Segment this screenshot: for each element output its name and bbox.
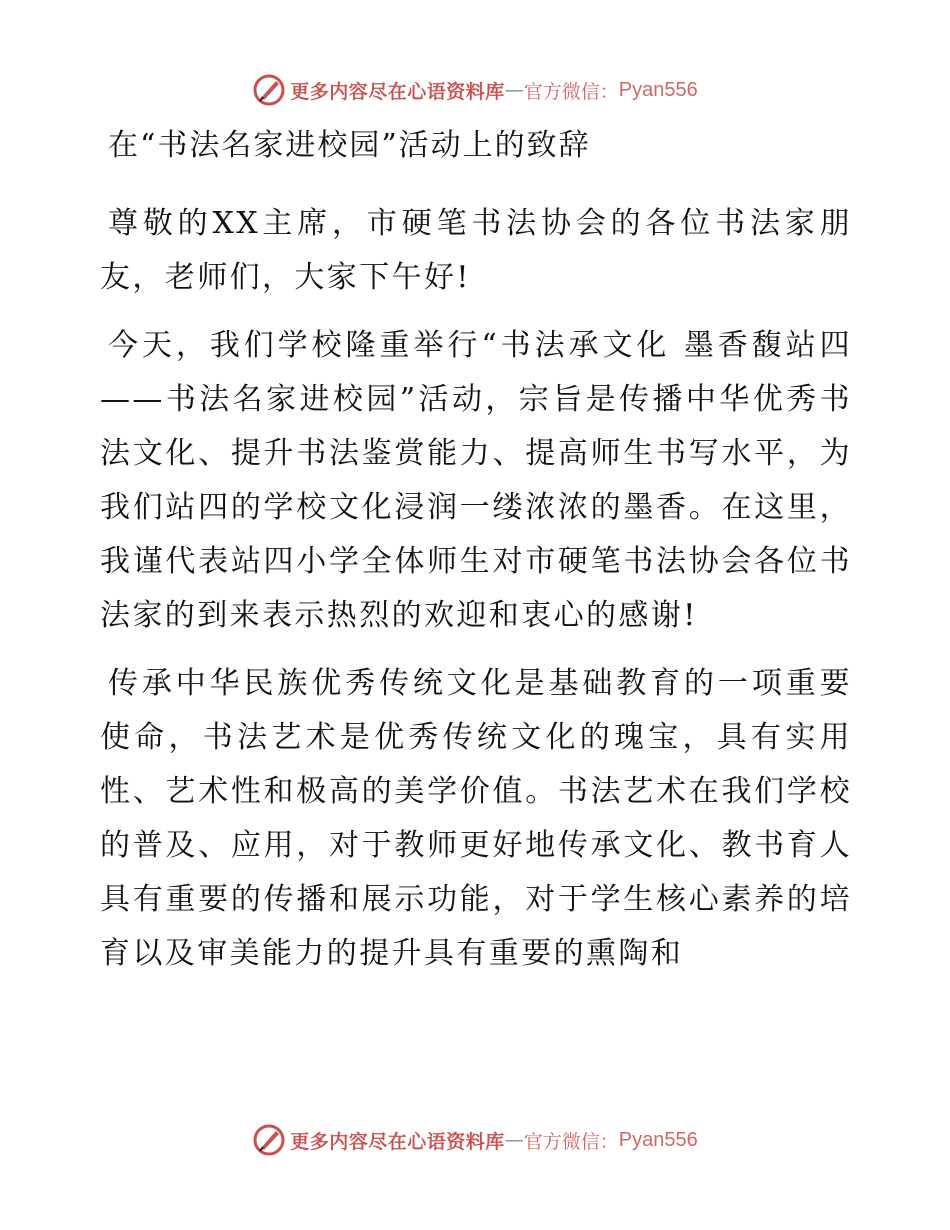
- quill-logo-icon: [252, 73, 286, 107]
- banner-wechat-account: Pyan556: [618, 1128, 698, 1151]
- footer-banner: [0, 1120, 950, 1160]
- banner-wechat-label: 官方微信：: [523, 1130, 619, 1153]
- banner-main-text: 更多内容尽在心语资料库: [290, 80, 505, 103]
- paragraph-tradition: 传承中华民族优秀传统文化是基础教育的一项重要使命，书法艺术是优秀传统文化的瑰宝，具有实用性、艺术性和极高的美学价值。书法艺术在我们学校的普及、应用，对于教师更好地传承文化、教书育人具有重要的传播和展示功能，对于学生核心素养的培育以及审美能力的提升具有重要的熏陶和: [100, 666, 852, 971]
- banner-wechat-account: Pyan556: [618, 78, 698, 101]
- banner-wechat-label: 官方微信：: [523, 80, 619, 103]
- banner-separator: —: [504, 1129, 524, 1151]
- document-title: 在“书法名家进校园”活动上的致辞: [108, 128, 591, 163]
- paragraph-greeting: 尊敬的XX主席，市硬笔书法协会的各位书法家朋友，老师们，大家下午好!: [100, 206, 852, 295]
- header-banner: [0, 70, 950, 110]
- paragraph-welcome: 今天，我们学校隆重举行“书法承文化 墨香馥站四——书法名家进校园”活动，宗旨是传播中华优秀书法文化、提升书法鉴赏能力、提高师生书写水平，为我们站四的学校文化浸润一缕浓浓的墨香。在这里，我谨代表站四小学全体师生对市硬笔书法协会各位书法家的到来表示热烈的欢迎和衷心的感谢!: [100, 328, 852, 633]
- quill-logo-icon: [252, 1123, 286, 1157]
- document-body: [100, 125, 852, 981]
- banner-main-text: 更多内容尽在心语资料库: [290, 1130, 505, 1153]
- banner-separator: —: [504, 79, 524, 101]
